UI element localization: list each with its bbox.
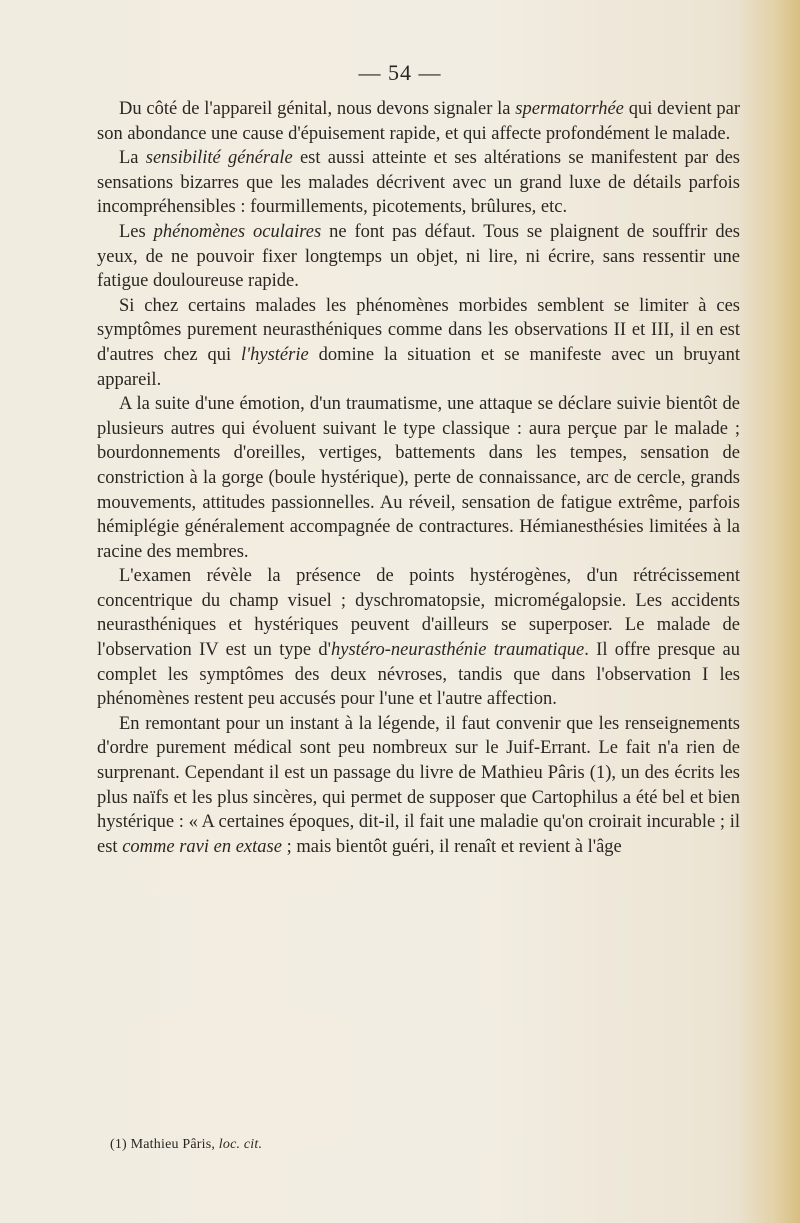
paragraph-5: A la suite d'une émotion, d'un traumatisme, une attaque se déclare suivie bientôt de plusieurs autres qui évoluent suivant le type classique : aura perçue par le malade ; bourdonnements d'oreilles, vertiges, battements dans les tempes, sensation de constriction à la gorge (boule hystérique), perte de connaissance, arc de cercle, grands mouvements, attitudes passionnelles. Au réveil, sensation de fatigue extrême, parfois hémiplégie généralement accompagnée de contractures. Hémianesthésies limitées à la racine des membres. xyxy=(97,394,740,562)
paragraph-7: En remontant pour un instant à la légende, il faut convenir que les renseignements d'ordre purement médical sont peu nombreux sur le Juif-Errant. Le fait n'a rien de surprenant. Cependant il est un passage du livre de Mathieu Pâris (1), un des écrits les plus naïfs et les plus sincères, qui permet de supposer que Cartophilus a été bel et bien hystérique : « A certaines époques, dit-il, il fait une maladie qu'on croirait incurable ; il est comme ravi en extase ; mais bientôt guéri, il renaît et revient à l'âge xyxy=(97,713,740,857)
page-number: — 54 — xyxy=(358,60,442,85)
body-text xyxy=(97,97,740,859)
paragraph-4: Si chez certains malades les phénomènes morbides semblent se limiter à ces symptômes purement neurasthéniques comme dans les observations II et III, il en est d'autres chez qui l'hystérie domine la situation et se manifeste avec un bruyant appareil. xyxy=(97,295,740,390)
footnote: (1) Mathieu Pâris, loc. cit. xyxy=(110,1137,263,1152)
paragraph-1: Du côté de l'appareil génital, nous devons signaler la spermatorrhée qui devient par son abondance une cause d'épuisement rapide, et qui affecte profondément le malade. xyxy=(97,99,740,144)
paragraph-2: La sensibilité générale est aussi atteinte et ses altérations se manifestent par des sensations bizarres que les malades décrivent avec un grand luxe de détails parfois incompréhensibles : fourmillements, picotements, brûlures, etc. xyxy=(97,148,741,218)
paragraph-3: Les phénomènes oculaires ne font pas défaut. Tous se plaignent de souffrir des yeux, de ne pouvoir fixer longtemps un objet, ni lire, ni écrire, sans ressentir une fatigue douloureuse rapide. xyxy=(97,221,741,292)
aged-page-edge xyxy=(740,0,800,1223)
paragraph-6: L'examen révèle la présence de points hystérogènes, d'un rétrécissement concentrique du champ visuel ; dyschromatopsie, micromégalopsie. Les accidents neurasthéniques et hystériques peuvent d'ailleurs se superposer. Le malade de l'observation IV est un type d'hystéro-neurasthénie traumatique. Il offre presque au complet les symptômes des deux névroses, tandis que dans l'observation I les phénomènes restent peu accusés pour l'une et l'autre affection. xyxy=(97,566,740,710)
